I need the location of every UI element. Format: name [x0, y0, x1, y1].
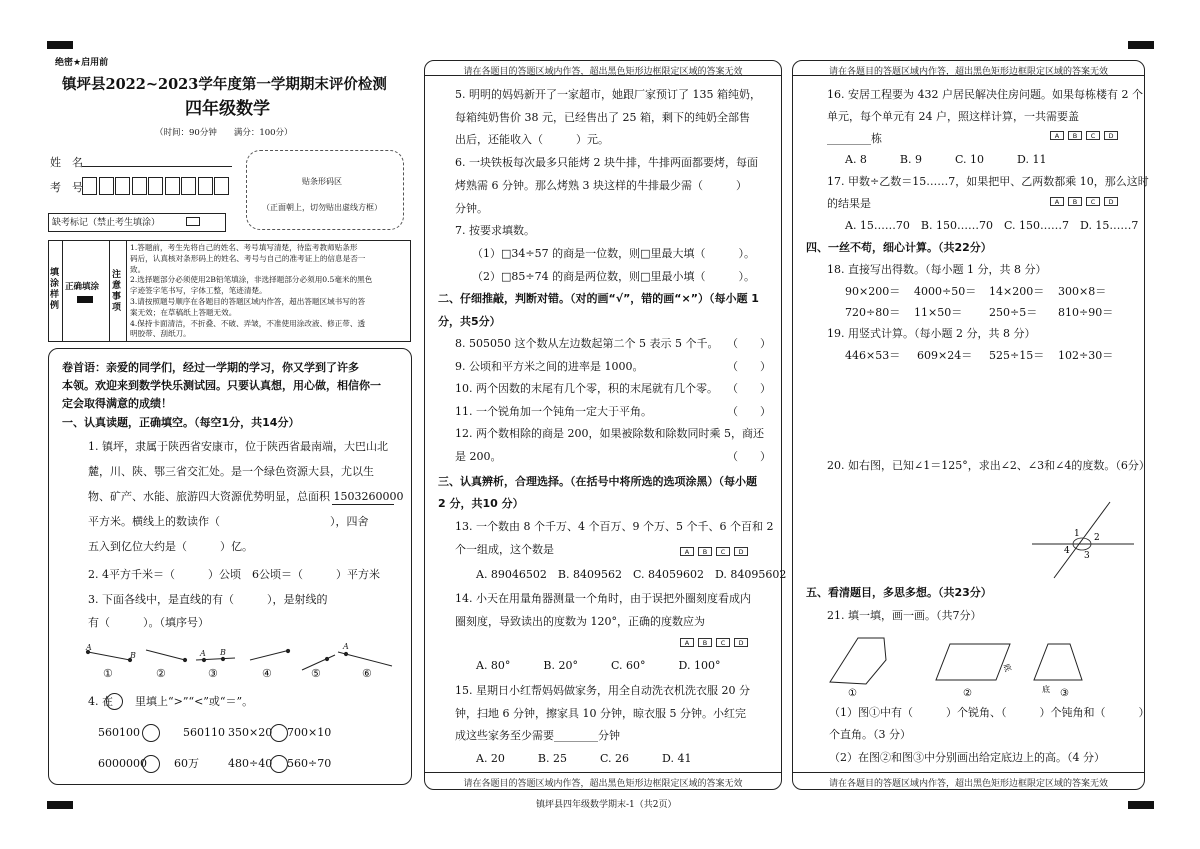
line-label: ② — [156, 667, 166, 680]
question-21: 21. 填一填，画一画。（共7分） — [827, 609, 982, 622]
compare-item: 480÷40 — [228, 757, 273, 770]
choice-bubble-d[interactable]: D — [1104, 197, 1118, 206]
question-7a: （1）□34÷57 的商是一位数，则□里最大填（ ）。 — [472, 247, 755, 260]
judge-item: 是 200。 — [455, 449, 502, 463]
exam-id-digit-box[interactable] — [198, 177, 213, 195]
choice-bubble-d[interactable]: D — [1104, 131, 1118, 140]
bottom-notice: 请在各题目的答题区域内作答，超出黑色矩形边框限定区域的答案无效 — [463, 779, 743, 789]
line-label: ③ — [208, 667, 218, 680]
judge-item: 9. 公顷和平方米之间的进率是 1000。 — [455, 359, 644, 373]
compare-item: 560100 — [98, 726, 140, 739]
note-line: 4.保持卡面清洁，不折叠、不破、弄皱，不准使用涂改液、修正带、透 — [130, 318, 366, 328]
time-score: （时间：90分钟 满分：100分） — [155, 128, 293, 138]
exam-id-digit-box[interactable] — [181, 177, 196, 195]
compare-answer-circle[interactable] — [142, 755, 160, 773]
question-line: 16. 安居工程要为 432 户居民解决住房问题。如果每栋楼有 2 个 — [827, 88, 1143, 101]
shape-label: ③ — [1060, 688, 1069, 699]
oral-calc-item: 810÷90＝ — [1058, 306, 1114, 319]
question-line: 1. 镇坪，隶属于陕西省安康市，位于陕西省最南端，大巴山北 — [88, 440, 388, 453]
question-21b: （2）在图②和图③中分别画出给定底边上的高。（4 分） — [829, 751, 1105, 764]
written-calc-item: 102÷30＝ — [1058, 349, 1114, 362]
compare-item: 700×10 — [287, 726, 332, 739]
absent-label: 缺考标记（禁止考生填涂） — [52, 218, 161, 228]
compare-answer-circle[interactable] — [270, 755, 288, 773]
compare-item: 350×20 — [228, 726, 273, 739]
name-label: 姓 名 — [50, 156, 83, 169]
question-line: 6. 一块铁板每次最多只能烤 2 块牛排，牛排两面都要烤，每面 — [455, 156, 758, 169]
angle-label: 2 — [1094, 533, 1100, 543]
choice-bubble-b[interactable]: B — [698, 638, 712, 647]
question-line: （1）图①中有（ ）个锐角、（ ）个钝角和（ ） — [829, 706, 1150, 719]
angle-label: 1 — [1074, 529, 1080, 539]
exam-id-digit-box[interactable] — [214, 177, 229, 195]
note-line: 3.请按照题号顺序在各题目的答题区域内作答，超出答题区域书写的答 — [130, 297, 366, 306]
note-line: 致。 — [130, 264, 146, 274]
oral-calc-item: 720÷80＝ — [845, 306, 901, 319]
compare-item: 60万 — [174, 757, 199, 770]
name-field[interactable] — [82, 166, 232, 167]
note-line: 2.选择题部分必须使用2B铅笔填涂，非选择题部分必须用0.5毫米的黑色 — [130, 275, 373, 285]
svg-text:B: B — [220, 648, 226, 657]
barcode-note: （正面朝上，切勿贴出虚线方框） — [262, 203, 382, 212]
judge-answer-paren[interactable]: （ ） — [727, 359, 771, 373]
line-label: ④ — [262, 667, 272, 680]
question-line: 14. 小天在用量角器测量一个角时，由于误把外圈刻度看成内 — [455, 592, 751, 605]
fill-sample-label: 填涂样例 — [50, 268, 60, 311]
svg-text:B: B — [130, 651, 136, 660]
question-line: 分钟。 — [455, 202, 488, 215]
subject-title: 四年级数学 — [185, 99, 270, 119]
judge-answer-paren[interactable]: （ ） — [727, 337, 771, 350]
choice-bubble-c[interactable]: C — [1086, 197, 1100, 206]
bottom-notice: 请在各题目的答题区域内作答，超出黑色矩形边框限定区域的答案无效 — [828, 779, 1108, 789]
judge-item: 10. 两个因数的末尾有几个零，积的末尾就有几个零。 — [455, 382, 718, 395]
note-line: 案无效；在草稿纸上答题无效。 — [130, 307, 237, 317]
top-notice: 请在各题目的答题区域内作答，超出黑色矩形边框限定区域的答案无效 — [828, 67, 1108, 77]
compare-circle-sample — [106, 693, 123, 710]
exam-id-digit-box[interactable] — [82, 177, 97, 195]
lines-figure — [80, 640, 400, 685]
angle-label: 4 — [1064, 546, 1070, 556]
compare-answer-circle[interactable] — [142, 724, 160, 742]
exam-id-digit-box[interactable] — [115, 177, 130, 195]
choice-bubble-b[interactable]: B — [1068, 131, 1082, 140]
question-line: 成这些家务至少需要________分钟 — [455, 729, 620, 742]
intro-line: 定会取得满意的成绩！ — [62, 397, 172, 410]
shape-label: ① — [848, 688, 857, 699]
choice-bubble-c[interactable]: C — [1086, 131, 1100, 140]
question-line: 圈刻度，导致读出的度数为 120°，正确的度数应为 — [455, 615, 705, 628]
line-label: ⑥ — [362, 667, 372, 680]
svg-text:A: A — [343, 642, 349, 651]
choice-bubble-a[interactable]: A — [1050, 131, 1064, 140]
note-line: 1.答题前，考生先将自己的姓名、考号填写清楚，待监考教师贴条形 — [130, 243, 358, 252]
notes-label: 注意事项 — [112, 270, 122, 313]
question-7b: （2）□85÷74 的商是两位数，则□里最小填（ ）。 — [472, 270, 755, 283]
question-line: 出后，还能收入（ ）元。 — [455, 133, 609, 146]
section-4-title: 四、一丝不苟，细心计算。（共22分） — [806, 241, 992, 254]
base-label: 底 — [1001, 662, 1013, 674]
oral-calc-item: 4000÷50＝ — [914, 285, 977, 298]
registration-mark — [1128, 41, 1154, 49]
base-label: 底 — [1042, 685, 1050, 694]
note-line: 码后，认真核对条形码上的姓名、考号与自己的准考证上的信息是否一 — [130, 253, 366, 263]
oral-calc-item: 250÷5＝ — [989, 306, 1038, 319]
written-calc-item: 609×24＝ — [917, 349, 973, 362]
question-line: 13. 一个数由 8 个千万、4 个百万、9 个万、5 个千、6 个百和 2 — [455, 520, 774, 533]
question-line: 五入到亿位大约是（ ）亿。 — [88, 540, 253, 553]
question-line: 每箱纯奶售价 38 元，已经售出了 25 箱，剩下的纯奶全部售 — [455, 110, 750, 124]
choice-bubble-d[interactable]: D — [734, 547, 748, 556]
line-label: ① — [103, 667, 113, 680]
underline-number — [332, 504, 394, 505]
exam-id-digit-box[interactable] — [148, 177, 163, 195]
question-line: 3. 下面各线中，是直线的有（ ），是射线的 — [88, 593, 328, 606]
judge-item: 8. 505050 这个数从左边数起第二个 5 表示 5 个千。 — [455, 337, 719, 350]
intro-line: 本领。欢迎来到数学快乐测试园。只要认真想，用心做，相信你一 — [62, 379, 381, 392]
choice-bubble-d[interactable]: D — [734, 638, 748, 647]
section-line: 二、仔细推敲，判断对错。（对的画“√”，错的画“×”）（每小题 1 — [438, 292, 759, 305]
barcode-area — [246, 150, 404, 230]
question-line: 物、矿产、水能、旅游四大资源优势明显，总面积 1503260000 — [88, 490, 404, 503]
answer-frame-1 — [48, 348, 412, 785]
top-notice: 请在各题目的答题区域内作答，超出黑色矩形边框限定区域的答案无效 — [463, 67, 743, 77]
exam-id-digit-box[interactable] — [99, 177, 114, 195]
question-2: 2. 4平方千米＝（ ）公顷 6公顷＝（ ）平方米 — [88, 568, 380, 581]
fill-correct-label: 正确填涂 — [65, 282, 100, 292]
question-line: 平方米。横线上的数读作（ ），四舍 — [88, 515, 369, 528]
note-line: 字迹签字笔书写，字体工整，笔迹清楚。 — [130, 286, 267, 296]
judge-item: 12. 两个数相除的商是 200，如果被除数和除数同时乘 5，商还 — [455, 427, 764, 440]
question-18: 18. 直接写出得数。（每小题 1 分，共 8 分） — [827, 263, 1047, 276]
section-1-title: 一、认真读题，正确填空。（每空1分，共14分） — [62, 416, 300, 429]
exam-id-digit-box[interactable] — [132, 177, 147, 195]
written-calc-item: 446×53＝ — [845, 349, 901, 362]
question-line: 17. 甲数÷乙数＝15……7，如果把甲、乙两数都乘 10，那么这时 — [827, 175, 1149, 188]
id-label: 考 号 — [50, 181, 83, 194]
choice-bubble-b[interactable]: B — [698, 547, 712, 556]
choice-bubble-c[interactable]: C — [716, 547, 730, 556]
fill-correct-sample — [77, 296, 93, 303]
question-19: 19. 用竖式计算。（每小题 2 分，共 8 分） — [827, 327, 1036, 340]
svg-text:A: A — [200, 649, 206, 658]
secret-label: 绝密★启用前 — [55, 58, 109, 68]
written-calc-item: 525÷15＝ — [989, 349, 1045, 362]
question-line: 麓，川、陕、鄂三省交汇处。是一个绿色资源大县，尤以生 — [88, 465, 374, 478]
registration-mark — [47, 801, 73, 809]
q15-options: A. 20 B. 25 C. 26 D. 41 — [476, 752, 692, 765]
question-line: 个直角。（3 分） — [829, 728, 911, 741]
judge-answer-paren[interactable]: （ ） — [727, 449, 771, 463]
angle-figure — [1028, 498, 1140, 580]
choice-bubble-a[interactable]: A — [1050, 197, 1064, 206]
compare-item: 560110 — [183, 726, 225, 739]
line-label: ⑤ — [311, 667, 321, 680]
compare-item: 6000000 — [98, 757, 147, 770]
shapes-figure — [820, 630, 1120, 700]
section-5-title: 五、看清题目，多思多想。（共23分） — [806, 586, 992, 599]
judge-item: 11. 一个锐角加一个钝角一定大于平角。 — [455, 404, 652, 418]
registration-mark — [1128, 801, 1154, 809]
question-line: 有（ ）。（填序号） — [88, 616, 209, 629]
registration-mark — [47, 41, 73, 49]
q16-options: A. 8 B. 9 C. 10 D. 11 — [845, 153, 1047, 166]
question-line: 单元，每个单元有 24 户，照这样计算，一共需要盖 — [827, 110, 1079, 123]
svg-text:A: A — [86, 643, 92, 652]
q13-options: A. 89046502 B. 8409562 C. 84059602 D. 84095602 — [476, 568, 787, 581]
oral-calc-item: 300×8＝ — [1058, 285, 1107, 298]
question-line: 钟，扫地 6 分钟，擦家具 10 分钟，晾衣服 5 分钟。小红完 — [455, 706, 746, 720]
question-line: 5. 明明的妈妈新开了一家超市，她跟厂家预订了 135 箱纯奶， — [455, 88, 761, 101]
question-line: 烤熟需 6 分钟。那么烤熟 3 块这样的牛排最少需（ ） — [455, 179, 747, 192]
choice-bubble-a[interactable]: A — [680, 638, 694, 647]
question-line: 的结果是 — [827, 197, 871, 210]
oral-calc-item: 90×200＝ — [845, 285, 901, 298]
question-line: ________栋 — [827, 132, 882, 145]
q14-options: A. 80° B. 20° C. 60° D. 100° — [476, 659, 721, 672]
oral-calc-item: 11×50＝ — [914, 306, 963, 319]
question-20: 20. 如右图，已知∠1＝125°，求出∠2、∠3和∠4的度数。（6分） — [827, 459, 1150, 472]
section-line: 分，共5分） — [438, 315, 501, 328]
choice-bubble-a[interactable]: A — [680, 547, 694, 556]
question-4: 4. 在 里填上“>”“<”或“＝”。 — [88, 695, 254, 708]
question-line: 个一组成，这个数是 — [455, 543, 554, 556]
page-footer: 镇坪县四年级数学期末-1（共2页） — [536, 800, 677, 810]
barcode-title: 贴条形码区 — [302, 177, 342, 186]
intro-line: 卷首语：亲爱的同学们，经过一学期的学习，你又学到了许多 — [62, 361, 359, 374]
section-line: 2 分，共10 分） — [438, 497, 524, 510]
exam-id-digit-box[interactable] — [165, 177, 180, 195]
judge-answer-paren[interactable]: （ ） — [727, 382, 771, 395]
note-line: 明胶带、刮纸刀。 — [130, 329, 191, 339]
question-7: 7. 按要求填数。 — [455, 224, 535, 237]
oral-calc-item: 14×200＝ — [989, 285, 1045, 298]
question-line: 15. 星期日小红帮妈妈做家务，用全自动洗衣机洗衣服 20 分 — [455, 684, 750, 697]
choice-bubble-b[interactable]: B — [1068, 197, 1082, 206]
absent-mark-box[interactable] — [186, 217, 200, 226]
angle-label: 3 — [1084, 551, 1090, 561]
section-line: 三、认真辨析，合理选择。（在括号中将所选的选项涂黑）（每小题 — [438, 475, 757, 488]
compare-answer-circle[interactable] — [270, 724, 288, 742]
choice-bubble-c[interactable]: C — [716, 638, 730, 647]
shape-label: ② — [963, 688, 972, 699]
q17-options: A. 15……70 B. 150……70 C. 150……7 D. 15……7 — [845, 219, 1139, 232]
judge-answer-paren[interactable]: （ ） — [727, 404, 771, 418]
exam-title: 镇坪县2022~2023学年度第一学期期末评价检测 — [62, 76, 387, 93]
compare-item: 560÷70 — [287, 757, 332, 770]
